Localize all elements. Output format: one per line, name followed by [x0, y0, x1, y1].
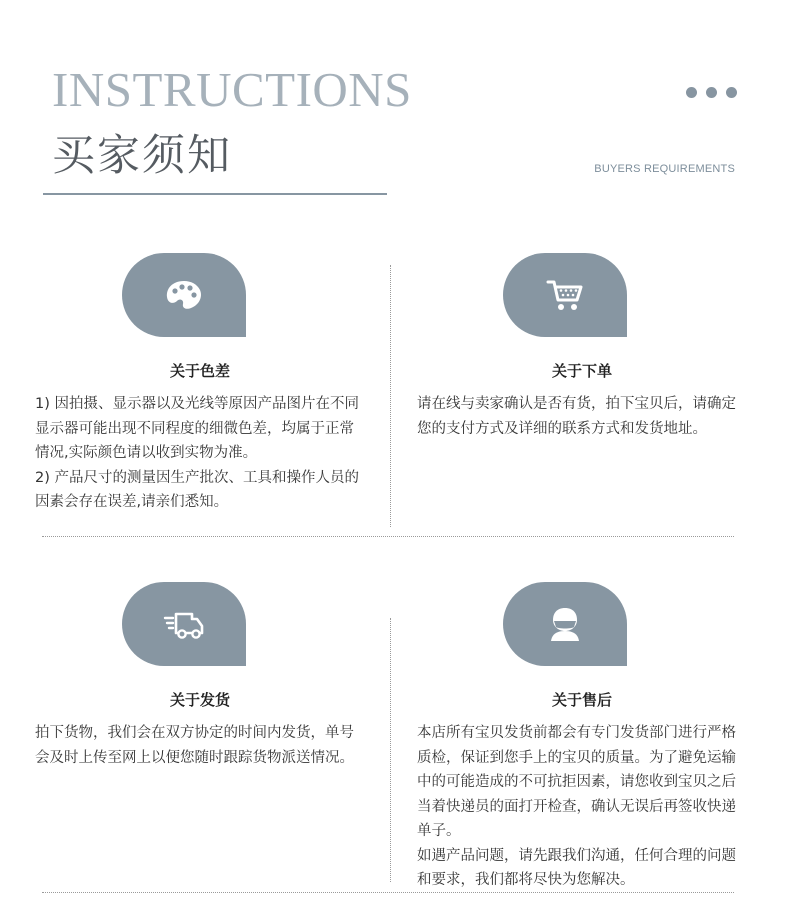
title-chinese: 买家须知 [52, 131, 232, 181]
shopping-cart-icon [543, 273, 587, 317]
section-badge [122, 253, 246, 337]
section-heading: 关于下单 [551, 362, 612, 380]
paragraph: 本店所有宝贝发货前都会有专门发货部门进行严格质检，保证到您手上的宝贝的质量。为了避免运输中的可能造成的不可抗拒因素，请您收到宝贝之后当着快递员的面打开检查，确认无误后再签收快递单子。 [417, 725, 736, 839]
section-ordering [417, 253, 747, 523]
dot [706, 87, 717, 98]
section-badge [503, 582, 627, 666]
dot [726, 87, 737, 98]
section-body [35, 392, 365, 515]
vertical-divider-top [390, 265, 391, 527]
section-color-difference [35, 253, 365, 523]
delivery-truck-icon [162, 602, 206, 646]
section-body [35, 721, 365, 770]
paragraph: 请在线与卖家确认是否有货，拍下宝贝后，请确定您的支付方式及详细的联系方式和发货地址。 [417, 396, 736, 437]
dot [686, 87, 697, 98]
paragraph: 如遇产品问题，请先跟我们沟通，任何合理的问题和要求，我们都将尽快为您解决。 [417, 847, 736, 888]
section-heading: 关于发货 [169, 691, 230, 709]
title-english: INSTRUCTIONS [52, 62, 412, 117]
customer-service-icon [543, 602, 587, 646]
vertical-divider-bottom [390, 618, 391, 882]
palette-icon [162, 273, 206, 317]
section-after-sales [417, 582, 747, 888]
paragraph: 1) 因拍摄、显示器以及光线等原因产品图片在不同显示器可能出现不同程度的细微色差，均属于正常情况,实际颜色请以收到实物为准。 [35, 396, 359, 461]
section-body [417, 392, 747, 441]
paragraph: 2) 产品尺寸的测量因生产批次、工具和操作人员的因素会存在误差,请亲们悉知。 [35, 469, 359, 510]
section-body [417, 721, 747, 893]
more-dots-icon [686, 87, 737, 98]
section-badge [122, 582, 246, 666]
title-underline [43, 193, 387, 195]
section-heading: 关于售后 [551, 691, 612, 709]
section-badge [503, 253, 627, 337]
horizontal-divider-middle [42, 536, 734, 537]
section-heading: 关于色差 [169, 362, 230, 380]
subtitle-english: BUYERS REQUIREMENTS [594, 163, 735, 175]
section-shipping [35, 582, 365, 872]
paragraph: 拍下货物，我们会在双方协定的时间内发货，单号会及时上传至网上以便您随时跟踪货物派送情况。 [35, 725, 354, 766]
